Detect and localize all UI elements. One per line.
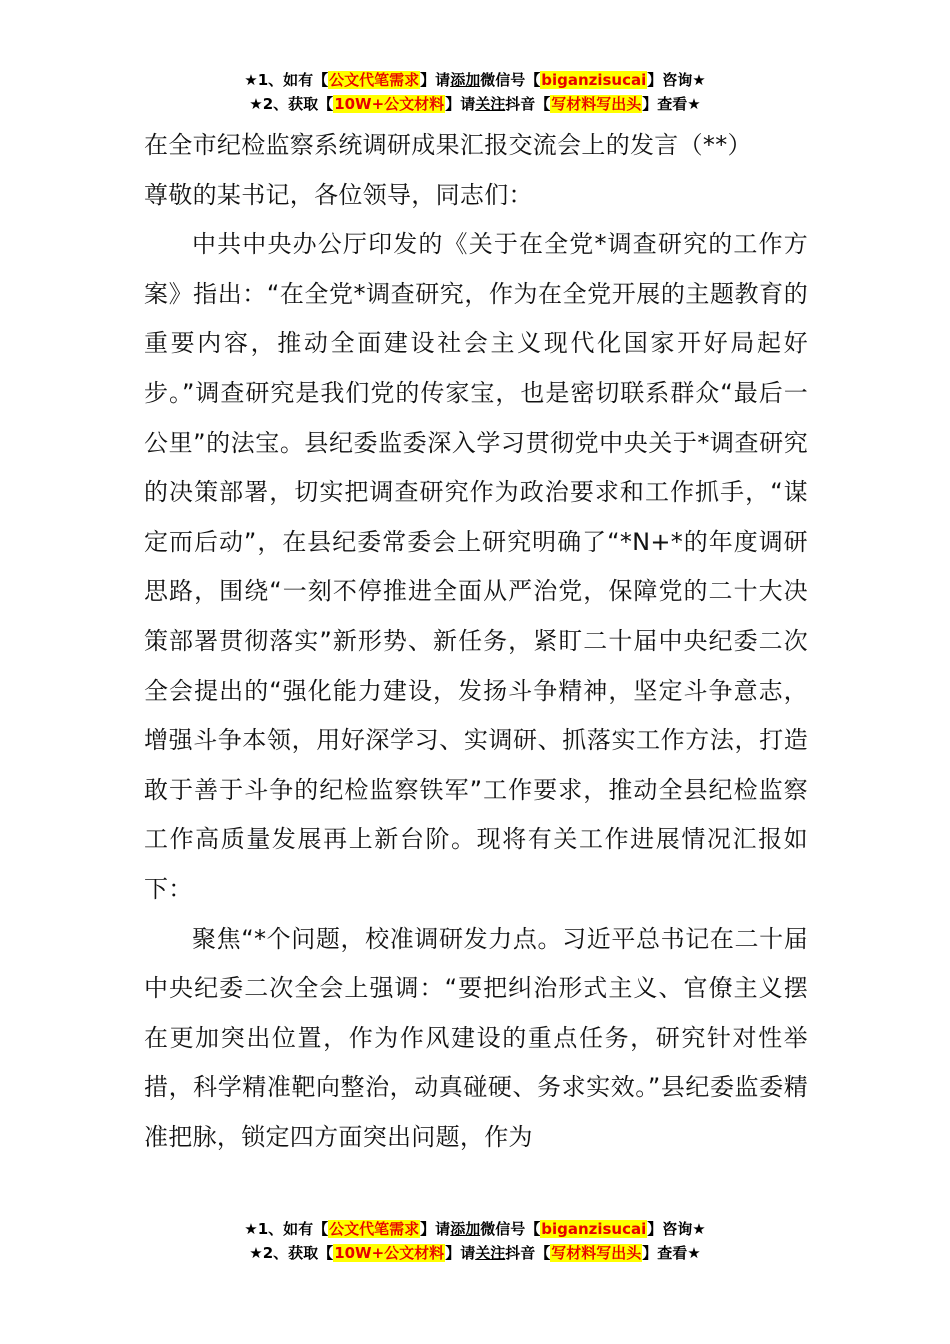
paragraph-2: 聚焦“*个问题，校准调研发力点。习近平总书记在二十届中央纪委二次全会上强调：“要把纠治形式主义、官僚主义摆在更加突出位置，作为作风建设的重点任务，研究针对性举措，科学精准靶向整治，动真碰硬、务求实效。”县纪委监委精准把脉，锁定四方面突出问题，作为 bbox=[144, 924, 808, 1151]
header-banner bbox=[0, 68, 950, 116]
footer-banner bbox=[0, 1217, 950, 1265]
document-body bbox=[144, 121, 808, 1162]
footer-line-2: ★2、获取【10W+公文材料】请关注抖音【写材料写出头】查看★ bbox=[249, 1244, 701, 1262]
highlight-materials: 10W+公文材料 bbox=[334, 95, 445, 113]
footer-line-1: ★1、如有【公文代笔需求】请添加微信号【biganzisucai】咨询★ bbox=[244, 1220, 706, 1238]
salutation: 尊敬的某书记，各位领导，同志们： bbox=[144, 180, 533, 209]
banner-line-1: ★1、如有【公文代笔需求】请添加微信号【biganzisucai】咨询★ bbox=[244, 71, 706, 89]
highlight-douyin: 写材料写出头 bbox=[551, 95, 642, 113]
highlight-materials: 10W+公文材料 bbox=[334, 1244, 445, 1262]
banner-line-2: ★2、获取【10W+公文材料】请关注抖音【写材料写出头】查看★ bbox=[249, 95, 701, 113]
highlight-wechat-id: biganzisucai bbox=[541, 71, 647, 89]
paragraph-1: 中共中央办公厅印发的《关于在全党*调查研究的工作方案》指出：“在全党*调查研究，作为在全党开展的主题教育的重要内容，推动全面建设社会主义现代化国家开好局起好步。”调查研究是我们党的传家宝，也是密切联系群众“最后一公里”的法宝。县纪委监委深入学习贯彻党中央关于*调查研究的决策部署，切实把调查研究作为政治要求和工作抓手，“谋定而后动”，在县纪委常委会上研究明确了“*N+*的年度调研思路，围绕“一刻不停推进全面从严治党，保障党的二十大决策部署贯彻落实”新形势、新任务，紧盯二十届中央纪委二次全会提出的“强化能力建设，发扬斗争精神，坚定斗争意志，增强斗争本领，用好深学习、实调研、抓落实工作方法，打造敢于善于斗争的纪检监察铁军”工作要求，推动全县纪检监察工作高质量发展再上新台阶。现将有关工作进展情况汇报如下： bbox=[144, 230, 808, 903]
highlight-service: 公文代笔需求 bbox=[329, 1220, 420, 1238]
highlight-wechat-id: biganzisucai bbox=[541, 1220, 647, 1238]
document-title: 在全市纪检监察系统调研成果汇报交流会上的发言（**） bbox=[144, 131, 752, 159]
highlight-service: 公文代笔需求 bbox=[329, 71, 420, 89]
highlight-douyin: 写材料写出头 bbox=[551, 1244, 642, 1262]
